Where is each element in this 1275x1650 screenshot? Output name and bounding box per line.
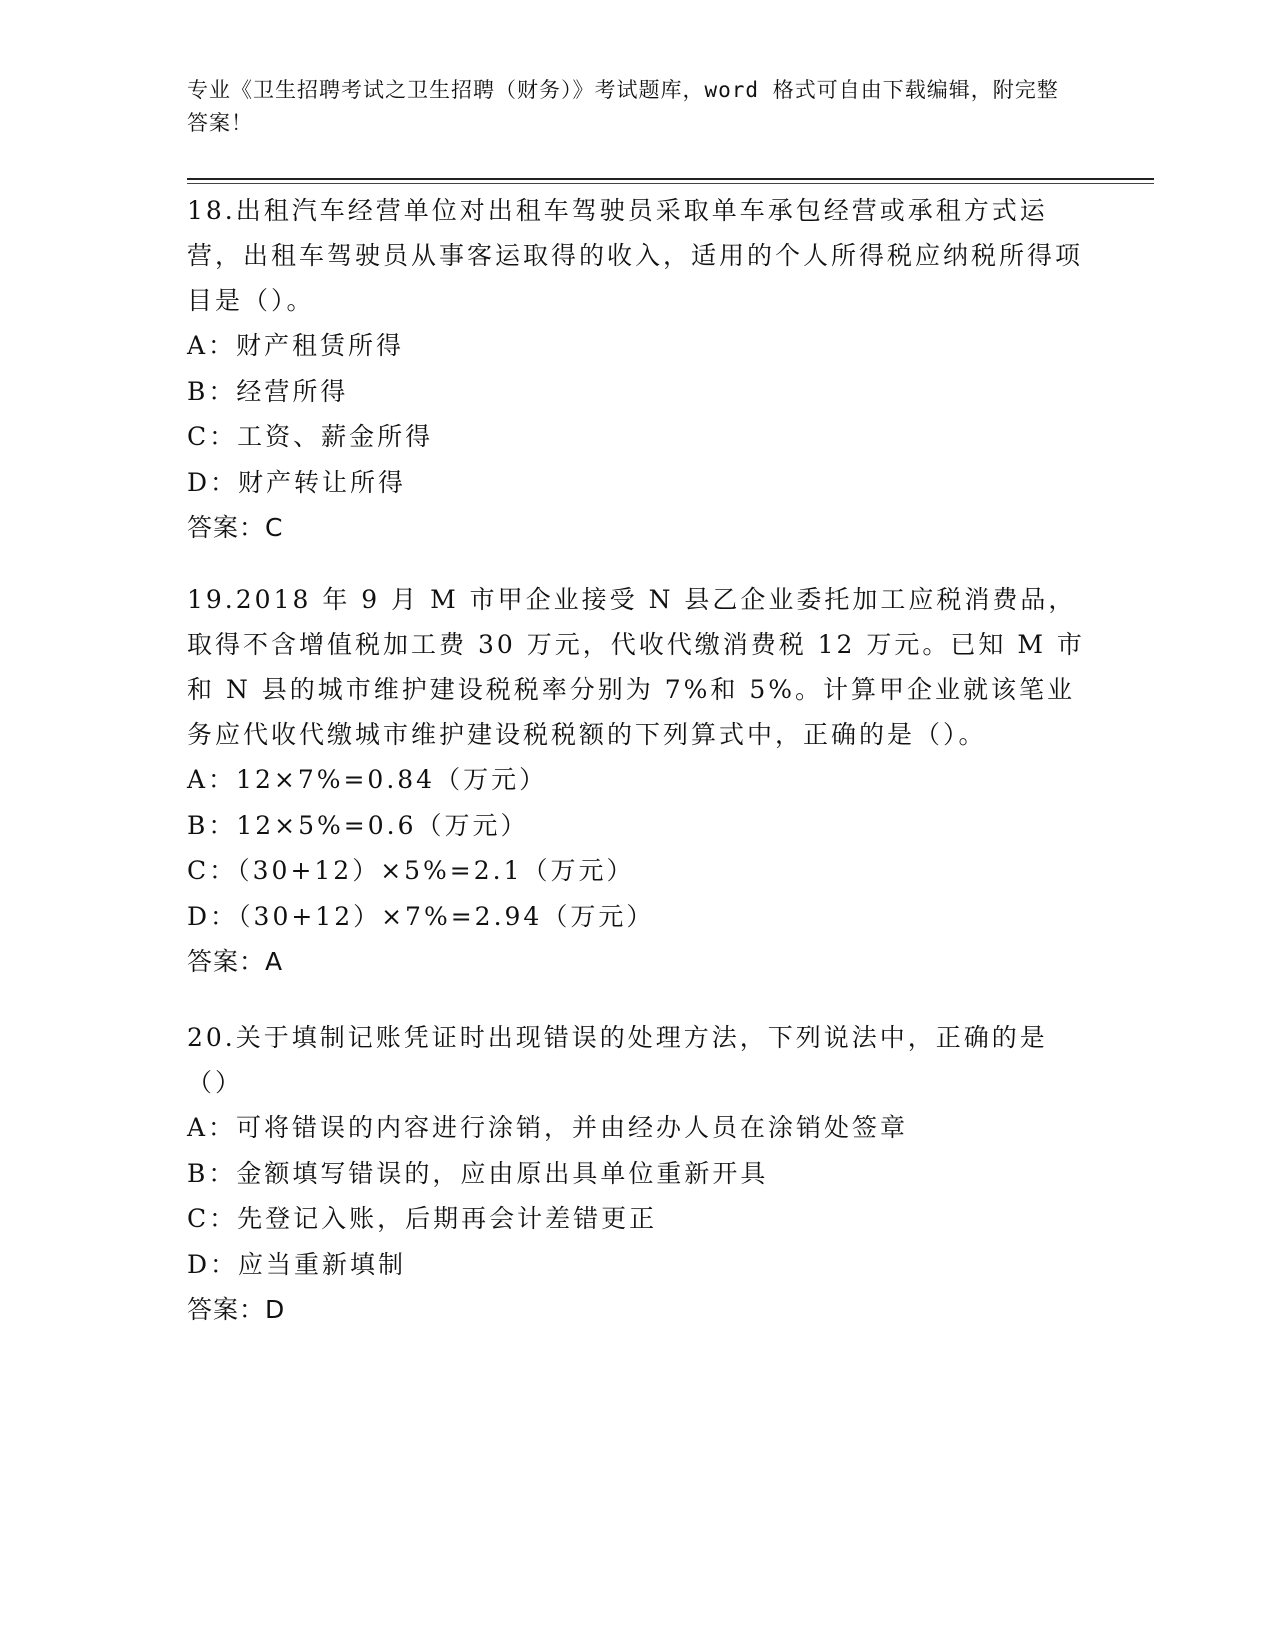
answer-label: 答案：C: [187, 513, 284, 542]
option-d: D：（30+12）×7%=2.94（万元）: [187, 901, 655, 931]
question-19: [187, 577, 1087, 984]
option-b: B：12×5%=0.6（万元）: [187, 810, 529, 840]
option-d: D：财产转让所得: [187, 467, 407, 497]
answer-label: 答案：A: [187, 947, 284, 976]
option-a: A：12×7%=0.84（万元）: [187, 765, 548, 794]
option-a: A：财产租赁所得: [187, 331, 405, 360]
option-b: B：金额填写错误的，应由原出具单位重新开具: [187, 1158, 769, 1188]
question-stem: 20.关于填制记账凭证时出现错误的处理方法，下列说法中，正确的是（）: [187, 1023, 1048, 1097]
option-c: C：工资、薪金所得: [187, 422, 434, 451]
option-d: D：应当重新填制: [187, 1249, 407, 1279]
header-divider-thick: [187, 178, 1154, 180]
option-b: B：经营所得: [187, 376, 349, 406]
option-c: C：先登记入账，后期再会计差错更正: [187, 1204, 658, 1233]
option-a: A：可将错误的内容进行涂销，并由经办人员在涂销处签章: [187, 1113, 909, 1142]
document-header: 专业《卫生招聘考试之卫生招聘（财务）》考试题库，word 格式可自由下载编辑，附完整答案！: [187, 78, 1059, 135]
header-divider-thin: [187, 183, 1154, 184]
question-18: [187, 188, 1087, 550]
option-c: C：（30+12）×5%=2.1（万元）: [187, 856, 635, 885]
answer-label: 答案：D: [187, 1295, 286, 1324]
question-20: [187, 1015, 1087, 1332]
question-stem: 18.出租汽车经营单位对出租车驾驶员采取单车承包经营或承租方式运营，出租车驾驶员从事客运取得的收入，适用的个人所得税应纳税所得项目是（）。: [187, 196, 1084, 315]
question-stem: 19.2018 年 9 月 M 市甲企业接受 N 县乙企业委托加工应税消费品，取得不含增值税加工费 30 万元，代收代缴消费税 12 万元。已知 M 市和 N 县的城市维护建设税税率分别为 7%和 5%。计算甲企业就该笔业务应代收代缴城市维护建设税税额的下列算式中，正确的是（）。: [187, 585, 1085, 749]
